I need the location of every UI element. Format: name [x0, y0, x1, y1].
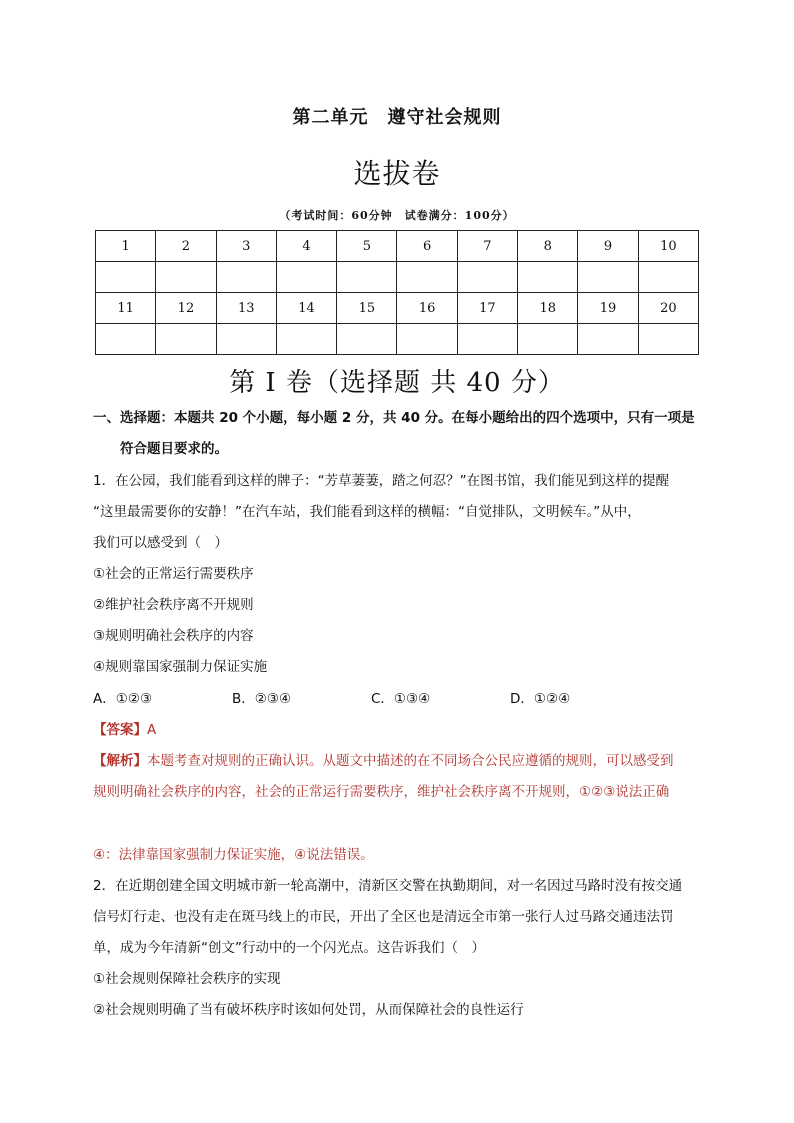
answer-cell[interactable] [518, 262, 578, 293]
answer-grid-blank-row [96, 262, 699, 293]
analysis-line [93, 749, 674, 769]
grid-number-cell: 2 [156, 231, 216, 262]
grid-number-cell: 14 [276, 293, 336, 324]
grid-number-cell: 5 [337, 231, 397, 262]
answer-grid-number-row [96, 231, 699, 262]
grid-number-cell: 1 [96, 231, 156, 262]
answer-cell[interactable] [156, 262, 216, 293]
question-1-statement: ③规则明确社会秩序的内容 [93, 628, 254, 644]
grid-number-cell: 20 [638, 293, 698, 324]
answer-cell[interactable] [96, 262, 156, 293]
instruction-line: 一、选择题：本题共 20 个小题，每小题 2 分，共 40 分。在每小题给出的四个选项中，只有一项是 [93, 410, 695, 426]
analysis-line: 规则明确社会秩序的内容，社会的正常运行需要秩序，维护社会秩序离不开规则，①②③说法正确 [93, 784, 670, 800]
grid-number-cell: 15 [337, 293, 397, 324]
question-1-statement: ②维护社会秩序离不开规则 [93, 597, 254, 613]
answer-cell[interactable] [518, 324, 578, 355]
grid-number-cell: 9 [578, 231, 638, 262]
grid-number-cell: 3 [216, 231, 276, 262]
option-a[interactable]: A．①②③ [93, 691, 153, 707]
question-2-stem: 单，成为今年清新“创文”行动中的一个闪光点。这告诉我们（ ） [93, 940, 485, 956]
exam-title: 选拔卷 [353, 157, 441, 190]
question-2-statement: ①社会规则保障社会秩序的实现 [93, 971, 281, 987]
grid-number-cell: 17 [457, 293, 517, 324]
answer-cell[interactable] [578, 324, 638, 355]
question-1-statement: ④规则靠国家强制力保证实施 [93, 659, 268, 675]
answer-cell[interactable] [216, 262, 276, 293]
answer-cell[interactable] [156, 324, 216, 355]
grid-number-cell: 11 [96, 293, 156, 324]
grid-number-cell: 6 [397, 231, 457, 262]
answer-cell[interactable] [96, 324, 156, 355]
question-2-stem: 信号灯行走、也没有走在斑马线上的市民，开出了全区也是清远全市第一张行人过马路交通违法罚 [93, 909, 674, 925]
question-1-stem: 1．在公园，我们能看到这样的牌子：“芳草萋萋，踏之何忍？”在图书馆，我们能见到这样的提醒 [93, 473, 670, 489]
analysis-text: 本题考查对规则的正确认识。从题文中描述的在不同场合公民应遵循的规则，可以感受到 [147, 753, 674, 769]
unit-title: 第二单元 遵守社会规则 [292, 107, 502, 128]
answer-grid-blank-row [96, 324, 699, 355]
answer-cell[interactable] [276, 324, 336, 355]
question-2-stem: 2．在近期创建全国文明城市新一轮高潮中，清新区交警在执勤期间，对一名因过马路时没有按交通 [93, 878, 683, 894]
instruction-line: 符合题目要求的。 [120, 441, 228, 457]
answer-cell[interactable] [397, 324, 457, 355]
grid-number-cell: 13 [216, 293, 276, 324]
grid-number-cell: 4 [276, 231, 336, 262]
grid-number-cell: 10 [638, 231, 698, 262]
question-1-stem: 我们可以感受到（ ） [93, 535, 228, 551]
grid-number-cell: 18 [518, 293, 578, 324]
answer-cell[interactable] [397, 262, 457, 293]
grid-number-cell: 7 [457, 231, 517, 262]
answer-grid [95, 230, 699, 355]
answer-line [93, 718, 156, 738]
exam-info: （考试时间：60分钟 试卷满分：100分） [279, 209, 515, 222]
answer-cell[interactable] [457, 324, 517, 355]
question-1-statement: ①社会的正常运行需要秩序 [93, 566, 254, 582]
grid-number-cell: 12 [156, 293, 216, 324]
answer-cell[interactable] [638, 324, 698, 355]
section-title: 第 I 卷（选择题 共 40 分） [229, 368, 565, 398]
answer-cell[interactable] [276, 262, 336, 293]
answer-cell[interactable] [337, 262, 397, 293]
analysis-label: 【解析】 [93, 753, 147, 769]
answer-cell[interactable] [216, 324, 276, 355]
grid-number-cell: 19 [578, 293, 638, 324]
answer-cell[interactable] [457, 262, 517, 293]
answer-cell[interactable] [578, 262, 638, 293]
question-1-stem: “这里最需要你的安静！”在汽车站，我们能看到这样的横幅：“自觉排队，文明候车。”从中， [93, 504, 641, 520]
option-b[interactable]: B．②③④ [232, 691, 292, 707]
grid-number-cell: 16 [397, 293, 457, 324]
analysis-line: ④：法律靠国家强制力保证实施，④说法错误。 [93, 847, 374, 863]
answer-grid-number-row [96, 293, 699, 324]
option-d[interactable]: D．①②④ [510, 691, 571, 707]
answer-cell[interactable] [337, 324, 397, 355]
grid-number-cell: 8 [518, 231, 578, 262]
option-c[interactable]: C．①③④ [371, 691, 431, 707]
answer-label: 【答案】 [93, 722, 147, 738]
answer-cell[interactable] [638, 262, 698, 293]
question-2-statement: ②社会规则明确了当有破坏秩序时该如何处罚，从而保障社会的良性运行 [93, 1002, 524, 1018]
answer-value: A [147, 722, 157, 738]
